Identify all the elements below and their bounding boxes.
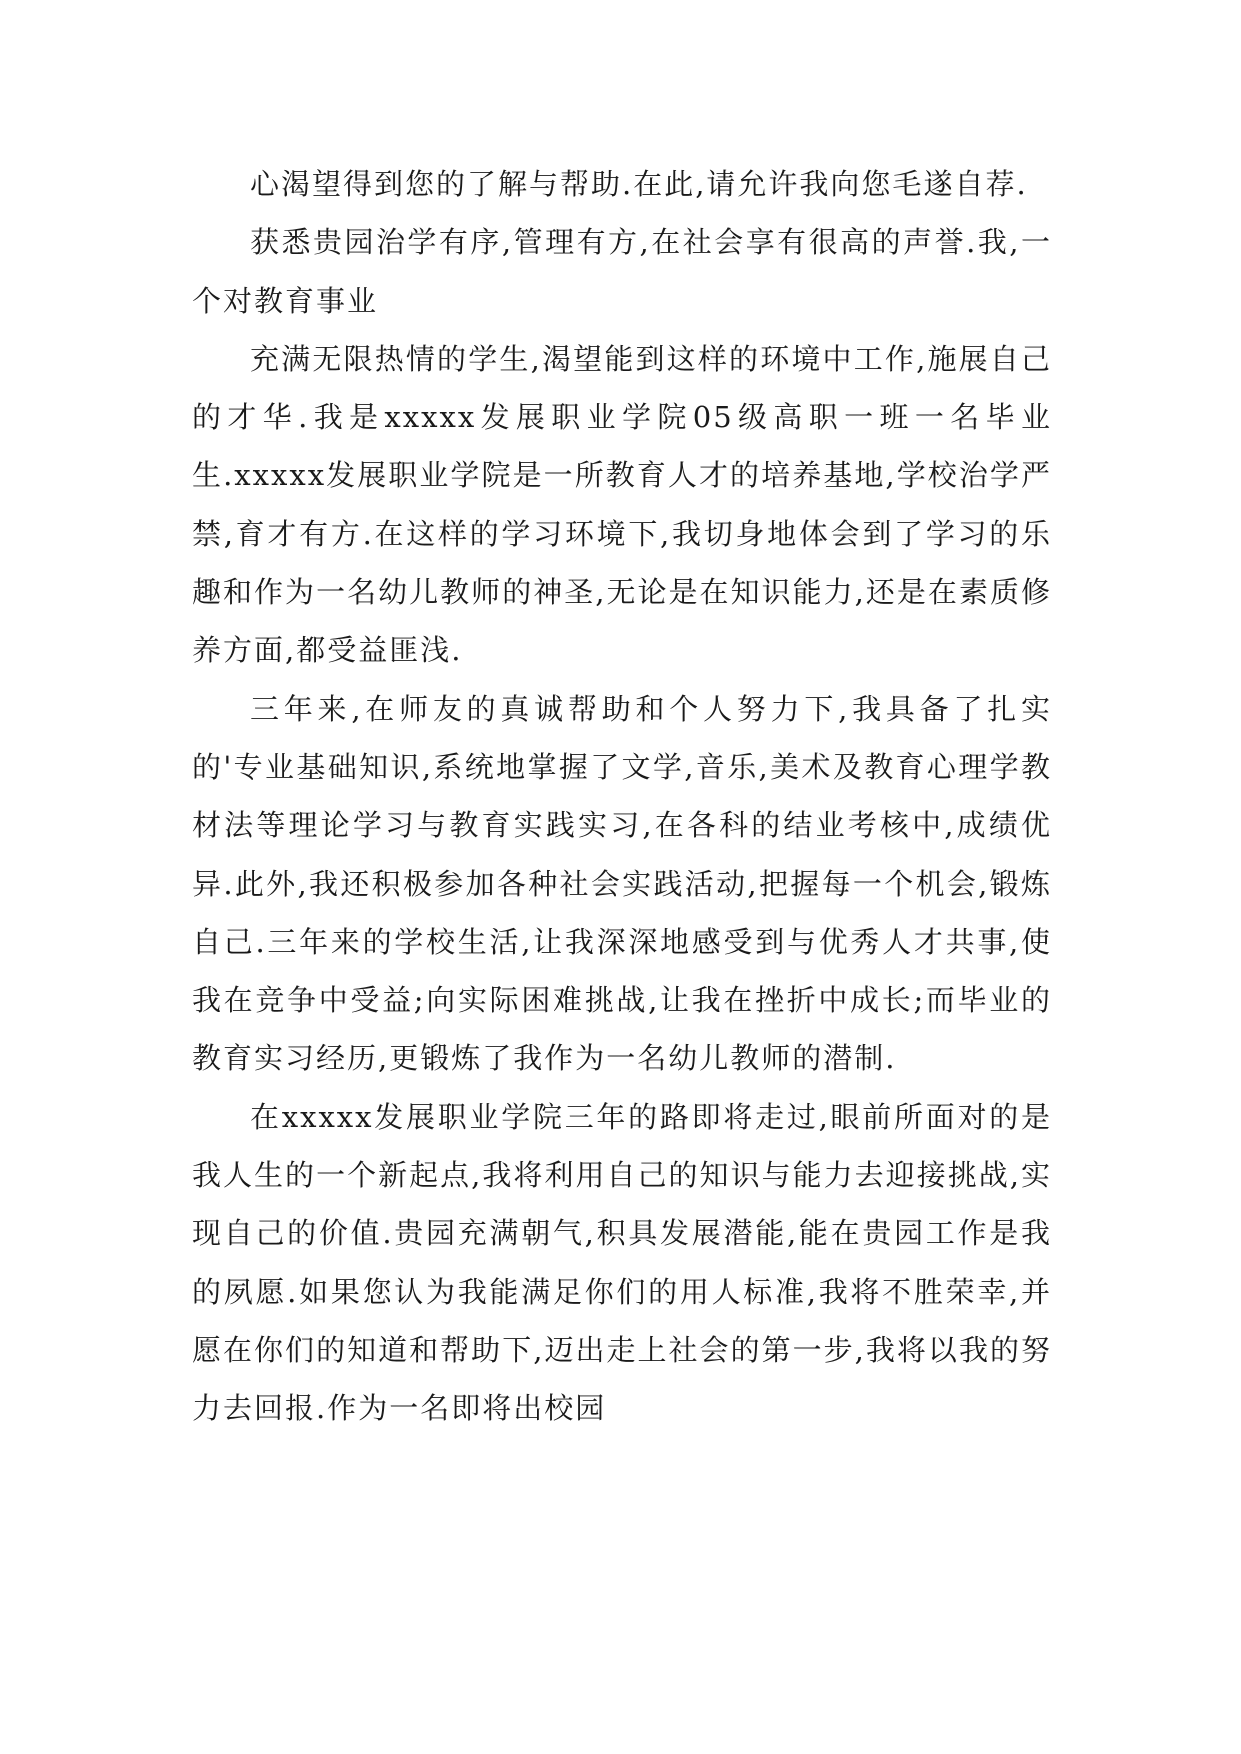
paragraph-2: 获悉贵园治学有序,管理有方,在社会享有很高的声誉.我,一个对教育事业	[192, 225, 1052, 318]
paragraph-1: 心渴望得到您的了解与帮助.在此,请允许我向您毛遂自荐.	[250, 167, 1028, 201]
paragraph-5: 在xxxxx发展职业学院三年的路即将走过,眼前所面对的是我人生的一个新起点,我将利用自己的知识与能力去迎接挑战,实现自己的价值.贵园充满朝气,积具发展潜能,能在贵园工作是我的夙愿.如果您认为我能满足你们的用人标准,我将不胜荣幸,并愿在你们的知道和帮助下,迈出走上社会的第一步,我将以我的努力去回报.作为一名即将出校园	[192, 1099, 1052, 1426]
document-page	[192, 155, 1052, 1438]
paragraph-4: 三年来,在师友的真诚帮助和个人努力下,我具备了扎实的'专业基础知识,系统地掌握了文学,音乐,美术及教育心理学教材法等理论学习与教育实践实习,在各科的结业考核中,成绩优异.此外,我还积极参加各种社会实践活动,把握每一个机会,锻炼自己.三年来的学校生活,让我深深地感受到与优秀人才共事,使我在竞争中受益;向实际困难挑战,让我在挫折中成长;而毕业的教育实习经历,更锻炼了我作为一名幼儿教师的潜制.	[192, 691, 1052, 1076]
paragraph-3: 充满无限热情的学生,渴望能到这样的环境中工作,施展自己的才华.我是xxxxx发展职业学院05级高职一班一名毕业生.xxxxx发展职业学院是一所教育人才的培养基地,学校治学严禁,育才有方.在这样的学习环境下,我切身地体会到了学习的乐趣和作为一名幼儿教师的神圣,无论是在知识能力,还是在素质修养方面,都受益匪浅.	[192, 341, 1052, 668]
